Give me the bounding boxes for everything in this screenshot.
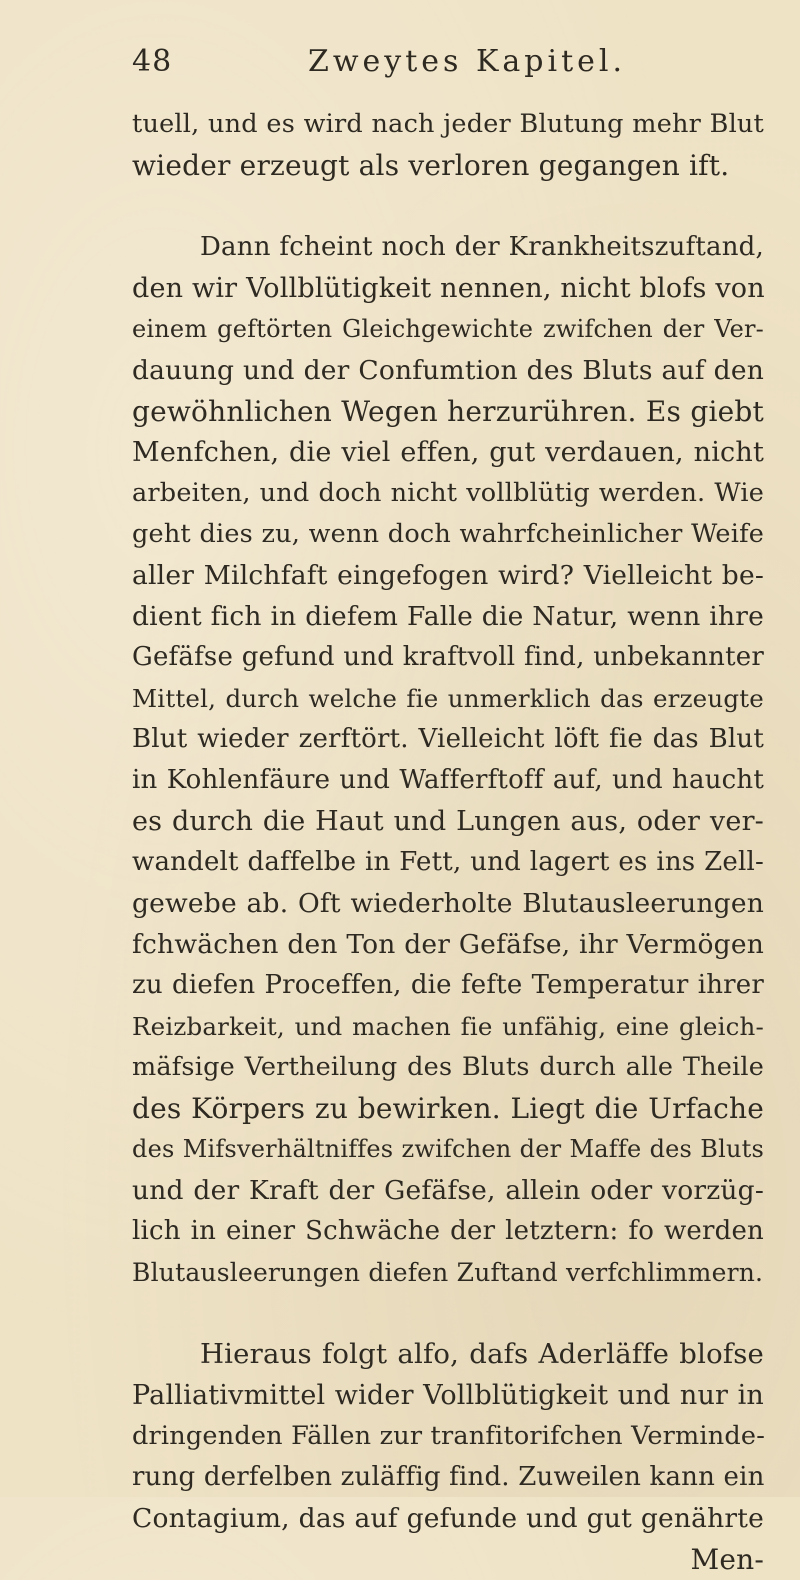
- text-line: dient fich in diefem Falle die Natur, wenn ihre: [132, 601, 764, 632]
- text-line: rung derfelben zuläffig find. Zuweilen kann ein: [132, 1462, 765, 1492]
- text-line: gewöhnlichen Wegen herzurühren. Es giebt: [132, 395, 764, 428]
- text-line: den wir Vollblütigkeit nennen, nicht blofs von: [132, 273, 765, 304]
- text-line: wieder erzeugt als verloren gegangen ift.: [132, 149, 730, 182]
- text-line: geht dies zu, wenn doch wahrfcheinlicher Weife: [132, 519, 764, 549]
- text-line: Contagium, das auf gefunde und gut genährte: [132, 1503, 764, 1534]
- text-line: Hieraus folgt alfo, dafs Aderläffe blofse: [200, 1338, 764, 1370]
- catchword: Men-: [690, 1543, 764, 1576]
- text-line: Mittel, durch welche fie unmerklich das erzeugte: [132, 684, 764, 713]
- text-line: Blutausleerungen diefen Zuftand verfchlimmern.: [132, 1258, 764, 1287]
- text-line: arbeiten, und doch nicht vollblütig werden. Wie: [132, 478, 764, 508]
- text-line: Blut wieder zerftört. Vielleicht löft fie das Blut: [132, 724, 764, 754]
- running-head: [132, 44, 732, 104]
- text-line: und der Kraft der Gefäfse, allein oder vorzüg-: [132, 1175, 764, 1206]
- text-line: Gefäfse gefund und kraftvoll find, unbekannter: [132, 642, 764, 672]
- text-line: Dann fcheint noch der Krankheitszuftand,: [200, 232, 764, 262]
- text-line: Menfchen, die viel effen, gut verdauen, nicht: [132, 437, 764, 468]
- text-line: es durch die Haut und Lungen aus, oder ver-: [132, 806, 764, 837]
- text-line: zu diefen Proceffen, die fefte Temperatur ihrer: [132, 970, 764, 1000]
- text-line: mäfsige Vertheilung des Bluts durch alle Theile: [132, 1052, 764, 1082]
- text-line: einem geftörten Gleichgewichte zwifchen der Ver-: [132, 315, 764, 343]
- text-line: gewebe ab. Oft wiederholte Blutausleerungen: [132, 888, 764, 919]
- text-line: fchwächen den Ton der Gefäfse, ihr Vermögen: [132, 929, 764, 960]
- text-line: des Mifsverhältniffes zwifchen der Maffe des Bluts: [132, 1135, 764, 1163]
- text-line: lich in einer Schwäche der letztern: fo werden: [132, 1216, 764, 1246]
- paragraph-gap: [132, 1293, 764, 1334]
- chapter-title: Zweytes Kapitel.: [308, 44, 627, 79]
- text-line: dringenden Fällen zur tranfitorifchen Verminde-: [132, 1421, 766, 1451]
- paragraph-gap: [132, 186, 764, 227]
- text-line: dauung und der Confumtion des Bluts auf den: [132, 355, 764, 386]
- page-number: 48: [132, 44, 173, 79]
- text-line: in Kohlenfäure und Wafferftoff auf, und haucht: [132, 765, 764, 795]
- text-line: Reizbarkeit, und machen fie unfähig, eine gleich-: [132, 1012, 764, 1041]
- text-line: Palliativmittel wider Vollblütigkeit und nur in: [132, 1380, 764, 1411]
- text-line: tuell, und es wird nach jeder Blutung mehr Blut: [132, 109, 764, 139]
- text-line: wandelt daffelbe in Fett, und lagert es ins Zell-: [132, 847, 764, 877]
- body-text: [132, 104, 764, 1580]
- text-line: des Körpers zu bewirken. Liegt die Urfache: [132, 1092, 764, 1125]
- text-line: aller Milchfaft eingefogen wird? Vielleicht be-: [132, 560, 764, 591]
